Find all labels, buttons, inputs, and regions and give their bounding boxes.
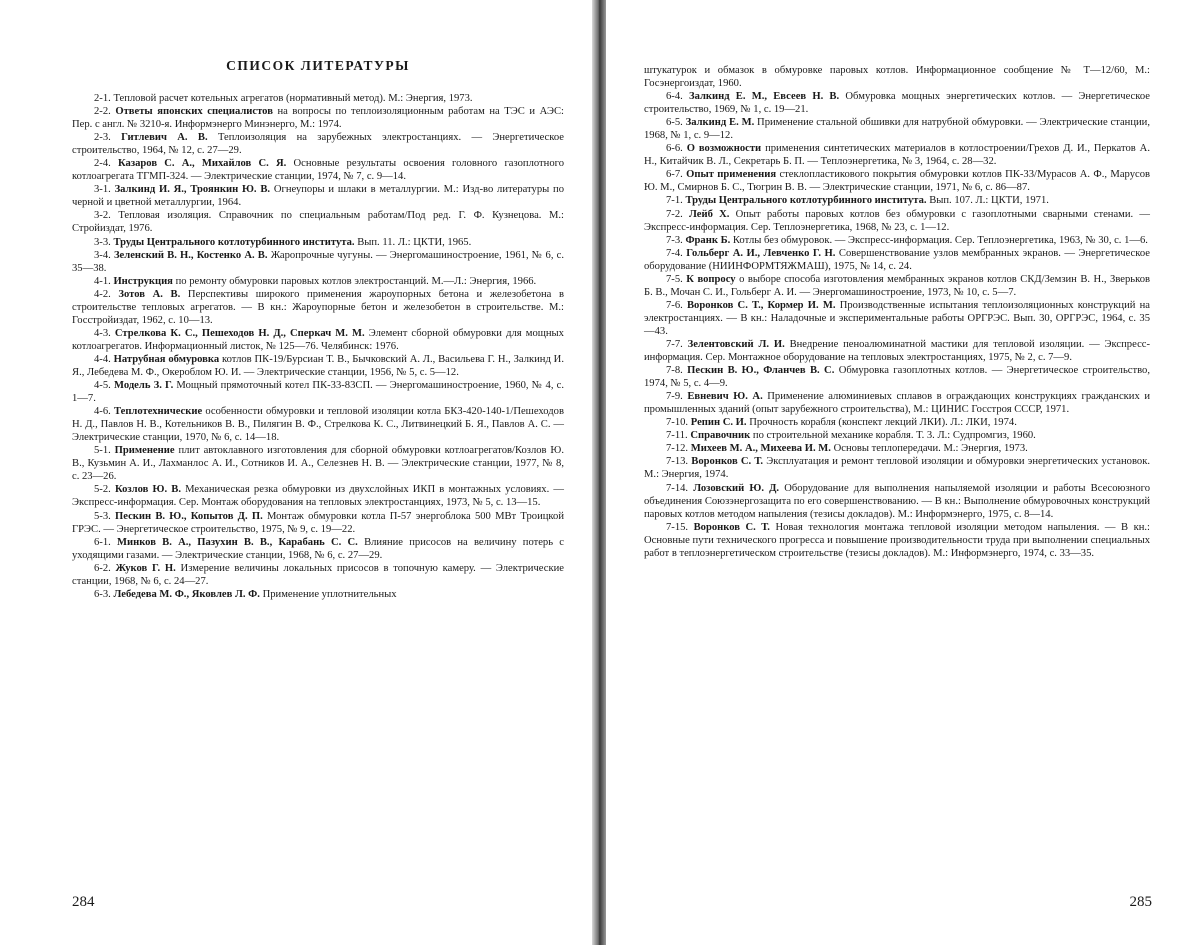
reference-item [644, 234, 1150, 247]
reference-item [644, 482, 1150, 521]
reference-text: Новая технология монтажа тепловой изоляции методом напыления. — В кн.: Основные пути технического прогресса и повышение производительности труда при выполнении специальных работ в теплоэнергетическом строительстве (тезисы докладов). М.: Информэнерго, 1974, с. 33—35. [644, 521, 1151, 559]
reference-author: Лозовский Ю. Д. [693, 482, 780, 494]
reference-item [72, 405, 564, 444]
reference-number: 6-5. [666, 117, 683, 129]
reference-item [644, 142, 1150, 168]
left-page [0, 0, 592, 945]
reference-item [644, 455, 1150, 481]
reference-number: 7-6. [666, 299, 683, 311]
reference-text: Применение алюминиевых сплавов в ограждающих конструкциях гражданских и промышленных зданий (опыт зарубежного строительства), М.: ЦИНИС Госстроя СССР, 1971. [644, 391, 1150, 416]
reference-item [72, 444, 564, 483]
reference-item [644, 416, 1150, 429]
reference-author: Казаров С. А., Михайлов С. Я. [118, 158, 287, 170]
reference-number: 5-3. [94, 510, 111, 522]
reference-text: Обмуровка газоплотных котлов. — Энергетическое строительство, 1974, № 5, с. 4—9. [644, 365, 1151, 390]
reference-item [72, 131, 564, 157]
book-gutter [592, 0, 606, 945]
reference-item [72, 379, 564, 405]
reference-author: Жуков Г. Н. [115, 562, 176, 574]
reference-text: Тепловой расчет котельных агрегатов (нормативный метод). М.: Энергия, 1973. [113, 93, 473, 104]
reference-text: Применение уплотнительных [262, 588, 397, 600]
reference-item [644, 390, 1150, 416]
reference-number: 7-3. [666, 234, 683, 246]
reference-text: по ремонту обмуровки паровых котлов электростанций. М.—Л.: Энергия, 1966. [175, 275, 537, 287]
reference-text: Внедрение пеноалюминатной мастики для тепловой изоляции. — Экспресс-информация. Сер. Монтажное оборудование на тепловых электростанциях, 1975, № 2, с. 7—9. [644, 338, 1151, 364]
reference-text: Перспективы широкого применения жароупорных бетона и железобетона в строительстве тепловых агрегатов. — В кн.: Жароупорные бетон и железобетон в строительстве. М.: Госстройиздат, 1962, с. 10—13. [72, 288, 564, 326]
page-number-left: 284 [72, 894, 95, 910]
reference-text: применения синтетических материалов в котлостроении/Грехов Д. И., Перкатов А. Н., Китайчик В. Л., Секретарь Б. П. — Теплоэнергетика, № 3, 1964, с. 28—32. [644, 143, 1150, 168]
reference-text: Механическая резка обмуровки из двухслойных ИКП в монтажных условиях. — Экспресс-информация. Сер. Монтаж оборудования на тепловых электростанциях, 1973, № 5, с. 13—15. [72, 484, 564, 509]
reference-item [644, 273, 1150, 299]
reference-text: Мощный прямоточный котел ПК-33-83СП. — Энергомашиностроение, 1960, № 4, с. 1—7. [72, 380, 564, 405]
reference-number: 7-1. [666, 195, 683, 207]
reference-number: 3-2. [94, 210, 111, 222]
reference-author: Труды Центрального котлотурбинного института. [113, 236, 355, 248]
reference-item [644, 208, 1150, 234]
reference-number: 4-4. [94, 353, 111, 365]
reference-text: Производственные испытания теплоизоляционных конструкций на электростанциях. — В кн.: Наладочные и экспериментальные работы ОРГРЭС. Вып. 30, ОРГРЭС, 1964, с. 35—43. [644, 299, 1150, 337]
reference-number: 3-1. [94, 184, 111, 196]
reference-item [644, 194, 1150, 207]
reference-text: Оборудование для выполнения напыляемой изоляции и работы Всесоюзного объединения Союзэнергозащита по его совершенствованию. — В кн.: Выполнение обмуровочных конструкций паровых котлов методом напыления (тезисы докладов). М.: Информэнерго, 1975, с. 8—14. [644, 482, 1150, 520]
reference-item [644, 364, 1150, 390]
reference-author: Лебедева М. Ф., Яковлев Л. Ф. [113, 588, 260, 600]
reference-author: Теплотехнические [113, 406, 203, 418]
reference-number: 2-1. [94, 93, 111, 104]
reference-item [644, 442, 1150, 455]
reference-item [72, 209, 564, 235]
reference-number: 5-1. [94, 445, 111, 457]
reference-author: К вопросу [686, 273, 736, 285]
reference-item [72, 157, 564, 183]
reference-number: 7-12. [666, 443, 689, 455]
reference-author: Воронков С. Т. [691, 456, 764, 468]
reference-text: Теплоизоляция на зарубежных электростанциях. — Энергетическое строительство, 1964, № 12, с. 27—29. [72, 132, 564, 157]
reference-text: Опыт работы паровых котлов без обмуровки с газоплотными сварными стенами. — Экспресс-информация. Сер. Теплоэнергетика, 1968, № 23, с. 1—12. [644, 208, 1150, 233]
reference-number: 7-5. [666, 273, 683, 285]
reference-number: 5-2. [94, 484, 111, 496]
reference-item [72, 536, 564, 562]
reference-author: Применение [114, 445, 175, 457]
reference-item [72, 275, 564, 288]
reference-number: 7-11. [666, 430, 688, 442]
reference-text: особенности обмуровки и тепловой изоляции котла БКЗ-420-140-1/Пешеходов Н. Д., Павлов Н. В., Котельников В. В., Пилягин В. Ф., Стрелкова К. С., Литвинецкий Б. Я., Павлов А. С. — Электрические станции, 1970, № 6, с. 14—18. [72, 406, 564, 444]
reference-item [644, 521, 1150, 560]
reference-text: Применение стальной обшивки для натрубной обмуровки. — Электрические станции, 1968, № 1, с. 9—12. [644, 117, 1150, 142]
reference-author: Франк Б. [685, 234, 731, 246]
reference-author: Козлов Ю. В. [114, 484, 181, 496]
reference-number: 7-2. [666, 208, 683, 220]
reference-number: 6-4. [666, 91, 683, 103]
reference-author: Инструкция [113, 275, 173, 287]
reference-item [72, 510, 564, 536]
reference-list-left [72, 92, 564, 601]
reference-number: 6-6. [666, 143, 683, 155]
reference-author: Пескин В. Ю., Копытов Д. П. [115, 510, 263, 522]
reference-item [72, 92, 564, 105]
reference-text: Прочность корабля (конспект лекций ЛКИ). Л.: ЛКИ, 1974. [749, 417, 1017, 429]
reference-author: Гитлевич А. В. [121, 132, 208, 144]
reference-number: 6-1. [94, 536, 111, 548]
reference-text: котлов ПК-19/Бурсиан Т. В., Бычковский А. Л., Васильева Г. Н., Залкинд И. Я., Лебедева М. Ф., Окероблом Ю. И. — Электрические станции, 1956, № 5, с. 5—12. [72, 353, 564, 378]
reference-number: 6-7. [666, 169, 683, 181]
reference-number: 3-4. [94, 249, 111, 261]
reference-author: Воронков С. Т., Кормер И. М. [686, 299, 836, 311]
reference-number: 7-9. [666, 391, 683, 403]
reference-author: Зеленский В. Н., Костенко А. В. [113, 249, 268, 261]
page-title: СПИСОК ЛИТЕРАТУРЫ [226, 58, 410, 73]
reference-author: Залкинд Е. М., Евсеев Н. В. [689, 91, 840, 103]
reference-author: О возможности [686, 143, 762, 155]
reference-text: о выборе способа изготовления мембранных экранов котлов СКД/Земзин В. Н., Зверьков Б. В., Мочан С. И., Гольберг А. И. — Энергомашиностроение, 1973, № 10, с. 5—7. [644, 273, 1150, 298]
reference-number: 4-6. [94, 406, 111, 418]
reference-author: Ответы японских специалистов [115, 106, 273, 118]
page-number-right: 285 [1129, 894, 1152, 910]
reference-item [72, 588, 564, 601]
reference-text: Монтаж обмуровки котла П-57 энергоблока 500 МВт Троицкой ГРЭС. — Энергетическое строительство, 1975, № 9, с. 19—22. [72, 510, 564, 535]
reference-author: Зелентовский Л. И. [687, 338, 785, 350]
reference-text: плит автоклавного изготовления для сборной обмуровки котлоагрегатов/Козлов Ю. В., Кузьмин А. И., Лахманлос А. И., Сотников И. А., Селезнев Н. В. — Электрические станции, 1977, № 8, с. 23—26. [72, 445, 564, 483]
reference-author: Михеев М. А., Михеева И. М. [690, 443, 831, 455]
reference-author: Залкинд Е. М. [685, 117, 755, 129]
reference-item [72, 249, 564, 275]
reference-text: по строительной механике корабля. Т. 3. Л.: Судпромгиз, 1960. [752, 430, 1036, 442]
reference-number: 7-4. [666, 247, 683, 259]
reference-text: Жаропрочные чугуны. — Энергомашиностроение, 1961, № 6, с. 35—38. [72, 249, 564, 274]
reference-item [644, 429, 1150, 442]
reference-number: 2-4. [94, 158, 111, 170]
reference-item [72, 483, 564, 509]
reference-number: 7-15. [666, 521, 689, 533]
reference-number: 4-3. [94, 327, 111, 339]
reference-author: Залкинд И. Я., Троянкин Ю. В. [114, 184, 271, 196]
reference-text: Вып. 107. Л.: ЦКТИ, 1971. [929, 195, 1049, 207]
reference-author: Минков В. А., Пазухин В. В., Карабань С. С. [117, 536, 358, 548]
reference-number: 6-2. [94, 562, 111, 574]
reference-author: Стрелкова К. С., Пешеходов Н. Д., Сперкач М. М. [114, 327, 365, 339]
reference-item [644, 338, 1150, 364]
right-page [606, 0, 1200, 945]
reference-item [644, 299, 1150, 338]
reference-item [72, 183, 564, 209]
reference-item [72, 288, 564, 327]
reference-number: 7-14. [666, 482, 689, 494]
reference-text: Элемент сборной обмуровки для мощных котлоагрегатов. Информационный листок, № 125—76. Челябинск: 1976. [72, 327, 564, 352]
reference-number: 7-8. [666, 365, 683, 377]
reference-author: Зотов А. В. [118, 288, 181, 300]
reference-item [72, 236, 564, 249]
reference-list-right [644, 64, 1150, 560]
reference-text: Обмуровка мощных энергетических котлов. — Энергетическое строительство, 1969, № 1, с. 19—21. [644, 91, 1150, 116]
reference-text: стеклопластикового покрытия обмуровки котлов ПК-33/Мурасов А. Ф., Марусов Ю. М., Смирнов Б. С., Тюгрин В. В. — Электрические станции, 1971, № 6, с. 86—87. [644, 169, 1150, 194]
reference-author: Модель З. Г. [113, 380, 174, 392]
reference-author: Евневич Ю. А. [687, 391, 763, 403]
reference-number: 4-2. [94, 288, 111, 300]
reference-text: на вопросы по теплоизоляционным работам на ТЭС и АЭС: Пер. с англ. № 3210-я. Информэнерго Минэнерго, М.: 1974. [72, 106, 564, 131]
reference-number: 4-1. [94, 275, 111, 287]
reference-number: 2-3. [94, 132, 111, 144]
reference-text: Совершенствование узлов мембранных экранов. — Энергетическое оборудование (НИИНФОРМТЯЖМАШ), 1975, № 14, с. 24. [644, 247, 1150, 272]
reference-author: Лейб Х. [688, 208, 730, 220]
reference-text: Эксплуатация и ремонт тепловой изоляции и обмуровки энергетических установок. М.: Энергия, 1974. [644, 456, 1150, 481]
reference-item [644, 116, 1150, 142]
reference-text: Вып. 11. Л.: ЦКТИ, 1965. [357, 236, 472, 248]
reference-author: Гольберг А. И., Левченко Г. Н. [686, 247, 836, 259]
reference-author: Опыт применения [686, 169, 777, 181]
reference-item [72, 562, 564, 588]
reference-item [72, 105, 564, 131]
reference-item [644, 168, 1150, 194]
reference-number: 7-13. [666, 456, 689, 468]
reference-number: 4-5. [94, 380, 111, 392]
reference-item [644, 90, 1150, 116]
reference-text: Котлы без обмуровок. — Экспресс-информация. Сер. Теплоэнергетика, 1963, № 30, с. 1—6. [732, 234, 1148, 246]
reference-author: Пескин В. Ю., Фланчев В. С. [687, 365, 835, 377]
reference-author: Репин С. И. [690, 417, 747, 429]
reference-number: 7-7. [666, 338, 683, 350]
reference-text: Огнеупоры и шлаки в металлургии. М.: Изд-во литературы по черной и цветной металлургии, 1964. [72, 184, 564, 209]
reference-item [72, 353, 564, 379]
reference-author: Справочник [690, 430, 751, 442]
reference-item [72, 327, 564, 353]
reference-item [644, 247, 1150, 273]
reference-author: Натрубная обмуровка [113, 353, 220, 365]
reference-author: Воронков С. Т. [693, 521, 770, 533]
reference-author: Труды Центрального котлотурбинного института. [685, 195, 927, 207]
reference-number: 6-3. [94, 588, 111, 600]
reference-text: Влияние присосов на величину потерь с уходящими газами. — Электрические станции, 1968, № 6, с. 27—29. [72, 536, 564, 561]
reference-number: 7-10. [666, 417, 689, 429]
reference-number: 3-3. [94, 236, 111, 248]
reference-text: Основы теплопередачи. М.: Энергия, 1973. [833, 443, 1028, 455]
reference-text: Основные результаты освоения головного газоплотного котлоагрегата ТГМП-324. — Электрические станции, 1974, № 7, с. 9—14. [72, 158, 564, 183]
reference-text: Тепловая изоляция. Справочник по специальным работам/Под ред. Г. Ф. Кузнецова. М.: Стройиздат, 1976. [72, 210, 564, 235]
reference-text: Измерение величины локальных присосов в топочную камеру. — Электрические станции, 1968, № 6, с. 24—27. [72, 562, 564, 587]
reference-number: 2-2. [94, 106, 111, 118]
reference-continuation: штукатурок и обмазок в обмуровке паровых котлов. Информационное сообщение № Т—12/60, М.: Госэнергоиздат, 1960. [644, 65, 1150, 90]
